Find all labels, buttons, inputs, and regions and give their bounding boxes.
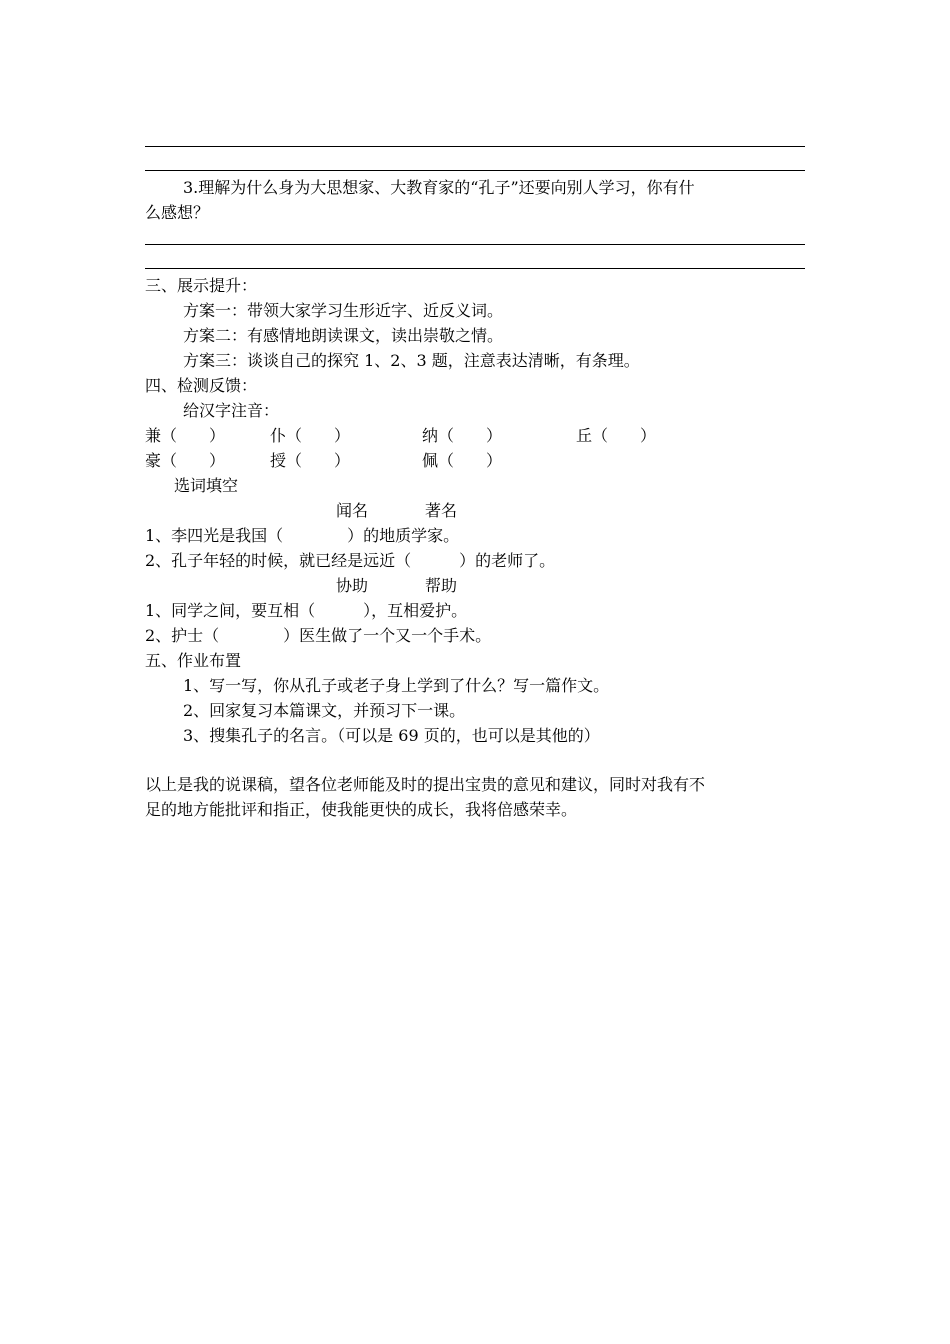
- section-5-heading: 五、作业布置: [145, 651, 242, 670]
- closing-line-1: 以上是我的说课稿，望各位老师能及时的提出宝贵的意见和建议，同时对我有不: [145, 775, 706, 794]
- fill-question: 2、护士（ ）医生做了一个又一个手术。: [145, 626, 492, 645]
- fill-question: 2、孔子年轻的时候，就已经是远近（ ）的老师了。: [145, 551, 556, 570]
- plan-3: 方案三：谈谈自己的探究 1、2、3 题，注意表达清晰，有条理。: [183, 351, 640, 370]
- plan-1: 方案一：带领大家学习生形近字、近反义词。: [183, 301, 504, 320]
- pinyin-item: 豪（ ）: [145, 451, 226, 470]
- answer-line: [145, 244, 805, 245]
- word-option: 协助: [336, 576, 369, 595]
- pinyin-item: 丘（ ）: [576, 426, 657, 445]
- homework-item: 2、回家复习本篇课文，并预习下一课。: [183, 701, 466, 720]
- word-option: 帮助: [425, 576, 458, 595]
- pinyin-item: 佩（ ）: [422, 451, 503, 470]
- section-4-heading: 四、检测反馈：: [145, 376, 258, 395]
- pinyin-item: 兼（ ）: [145, 426, 226, 445]
- pinyin-item: 授（ ）: [270, 451, 351, 470]
- answer-line: [145, 268, 805, 269]
- word-option: 著名: [425, 501, 458, 520]
- answer-line: [145, 146, 805, 147]
- section-3-heading: 三、展示提升：: [145, 276, 258, 295]
- question-3-line-2: 么感想？: [145, 203, 210, 222]
- pinyin-item: 纳（ ）: [422, 426, 503, 445]
- homework-item: 3、搜集孔子的名言。（可以是 69 页的，也可以是其他的）: [183, 726, 600, 745]
- word-option: 闻名: [336, 501, 369, 520]
- fill-question: 1、同学之间，要互相（ ），互相爱护。: [145, 601, 468, 620]
- pinyin-item: 仆（ ）: [270, 426, 351, 445]
- fill-question: 1、李四光是我国（ ）的地质学家。: [145, 526, 460, 545]
- answer-line: [145, 170, 805, 171]
- fill-intro: 选词填空: [174, 476, 239, 495]
- plan-2: 方案二：有感情地朗读课文，读出崇敬之情。: [183, 326, 504, 345]
- homework-item: 1、写一写，你从孔子或老子身上学到了什么？写一篇作文。: [183, 676, 610, 695]
- question-3-line-1: 3.理解为什么身为大思想家、大教育家的“孔子”还要向别人学习，你有什: [183, 178, 695, 197]
- pinyin-intro: 给汉字注音：: [183, 401, 280, 420]
- closing-line-2: 足的地方能批评和指正，使我能更快的成长，我将倍感荣幸。: [145, 800, 578, 819]
